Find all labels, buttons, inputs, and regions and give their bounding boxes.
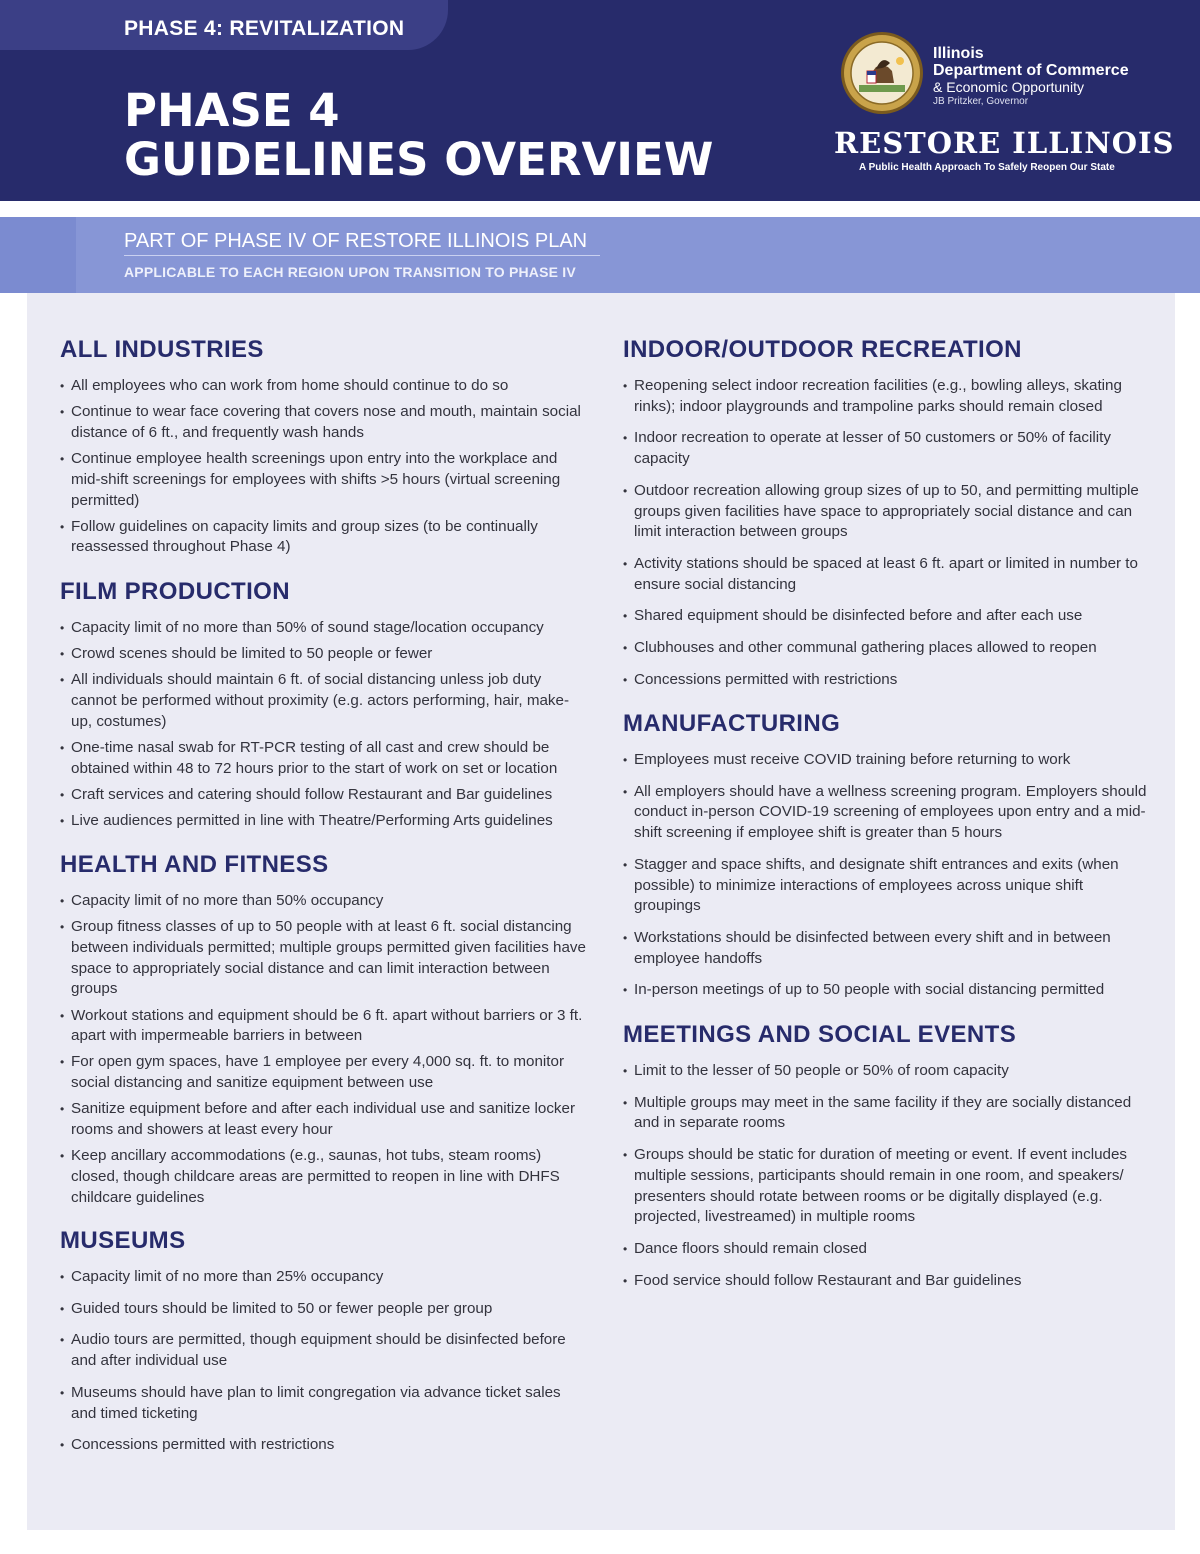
list-item: • One-time nasal swab for RT-PCR testing of all cast and crew should be obtained within 48 to 72 hours prior to the start of work on set or location	[60, 738, 590, 779]
list-item: • Continue employee health screenings upon entry into the workplace and mid-shift screenings for employees with shifts >5 hours (virtual screening permitted)	[60, 449, 590, 511]
list-item: • Craft services and catering should follow Restaurant and Bar guidelines	[60, 785, 590, 806]
illinois-state-seal-icon	[840, 31, 924, 115]
list-item: • Food service should follow Restaurant and Bar guidelines	[623, 1271, 1153, 1292]
list-item: • Groups should be static for duration of meeting or event. If event includes multiple sessions, participants should remain in one room, and speakers/ presenters should rotate between rooms or be digitally displayed (e.g. projected, livestreamed) in multiple rooms	[623, 1145, 1153, 1228]
subheader-rule	[124, 255, 600, 256]
list-item: • Limit to the lesser of 50 people or 50% of room capacity	[623, 1061, 1153, 1082]
list-item: • Follow guidelines on capacity limits and group sizes (to be continually reassessed throughout Phase 4)	[60, 517, 590, 558]
list-item: • Workout stations and equipment should be 6 ft. apart without barriers or 3 ft. apart with impermeable barriers in between	[60, 1006, 590, 1047]
list-item: • Sanitize equipment before and after each individual use and sanitize locker rooms and showers at least every hour	[60, 1099, 590, 1140]
section-list	[623, 750, 1153, 1001]
section-recreation	[623, 336, 1153, 701]
section-list	[60, 618, 590, 832]
list-item: • Reopening select indoor recreation facilities (e.g., bowling alleys, skating rinks); indoor playgrounds and trampoline parks should remain closed	[623, 376, 1153, 417]
dept-line-state: Illinois	[933, 45, 984, 62]
dept-line-sub: & Economic Opportunity	[933, 79, 1084, 95]
subheader-band	[0, 217, 1200, 293]
dept-line-name: Department of Commerce	[933, 62, 1129, 79]
list-item: • Capacity limit of no more than 25% occupancy	[60, 1267, 590, 1288]
list-item: • Outdoor recreation allowing group sizes of up to 50, and permitting multiple groups given facilities have space to appropriately social distance and can limit interaction between groups	[623, 481, 1153, 543]
section-list	[60, 1267, 590, 1456]
list-item: • Concessions permitted with restrictions	[60, 1435, 590, 1456]
section-film-production	[60, 578, 590, 837]
list-item: • Continue to wear face covering that covers nose and mouth, maintain social distance of 6 ft., and frequently wash hands	[60, 402, 590, 443]
list-item: • Stagger and space shifts, and designate shift entrances and exits (when possible) to minimize interactions of employees across unique shift groupings	[623, 855, 1153, 917]
subheader-title: PART OF PHASE IV OF RESTORE ILLINOIS PLAN	[124, 230, 588, 252]
page-title-line2: GUIDELINES OVERVIEW	[124, 133, 714, 186]
list-item: • Audio tours are permitted, though equipment should be disinfected before and after individual use	[60, 1330, 590, 1371]
list-item: • Keep ancillary accommodations (e.g., saunas, hot tubs, steam rooms) closed, though childcare areas are permitted to reopen in line with DHFS childcare guidelines	[60, 1146, 590, 1208]
list-item: • Dance floors should remain closed	[623, 1239, 1153, 1260]
list-item: • Employees must receive COVID training before returning to work	[623, 750, 1153, 771]
list-item: • Museums should have plan to limit congregation via advance ticket sales and timed ticketing	[60, 1383, 590, 1424]
section-heading: MANUFACTURING	[623, 710, 841, 737]
section-health-fitness	[60, 851, 590, 1214]
list-item: • For open gym spaces, have 1 employee per every 4,000 sq. ft. to monitor social distancing and sanitize equipment between use	[60, 1052, 590, 1093]
section-heading: INDOOR/OUTDOOR RECREATION	[623, 336, 1022, 363]
section-heading: HEALTH AND FITNESS	[60, 851, 329, 878]
dept-line-governor: JB Pritzker, Governor	[933, 96, 1029, 107]
section-all-industries	[60, 336, 590, 564]
list-item: • Workstations should be disinfected between every shift and in between employee handoffs	[623, 928, 1153, 969]
restore-illinois-tagline: A Public Health Approach To Safely Reopen Our State	[859, 162, 1115, 173]
header-banner	[0, 0, 1200, 201]
subheader-accent	[0, 217, 76, 293]
phase-tab	[0, 0, 448, 50]
section-manufacturing	[623, 710, 1153, 1012]
section-list	[623, 376, 1153, 690]
list-item: • Group fitness classes of up to 50 people with at least 6 ft. social distancing between individuals permitted; multiple groups permitted given facilities have space to appropriately social distance and can limit interaction between groups	[60, 917, 590, 1000]
section-list	[60, 376, 590, 558]
list-item: • Shared equipment should be disinfected before and after each use	[623, 606, 1153, 627]
section-heading: FILM PRODUCTION	[60, 578, 290, 605]
list-item: • Concessions permitted with restrictions	[623, 670, 1153, 691]
section-list	[623, 1061, 1153, 1291]
list-item: • Multiple groups may meet in the same facility if they are socially distanced and in separate rooms	[623, 1093, 1153, 1134]
section-heading: ALL INDUSTRIES	[60, 336, 264, 363]
section-heading: MUSEUMS	[60, 1227, 186, 1254]
page-title	[124, 86, 713, 184]
list-item: • In-person meetings of up to 50 people with social distancing permitted	[623, 980, 1153, 1001]
section-meetings	[623, 1021, 1153, 1302]
list-item: • Capacity limit of no more than 50% of sound stage/location occupancy	[60, 618, 590, 639]
list-item: • All individuals should maintain 6 ft. of social distancing unless job duty cannot be performed without proximity (e.g. actors performing, hair, make-up, costumes)	[60, 670, 590, 732]
list-item: • All employees who can work from home should continue to do so	[60, 376, 590, 397]
department-wordmark	[933, 45, 1129, 109]
list-item: • Activity stations should be spaced at least 6 ft. apart or limited in number to ensure social distancing	[623, 554, 1153, 595]
list-item: • Clubhouses and other communal gathering places allowed to reopen	[623, 638, 1153, 659]
page-title-line1: PHASE 4	[124, 84, 340, 137]
section-museums	[60, 1227, 590, 1467]
section-heading: MEETINGS AND SOCIAL EVENTS	[623, 1021, 1017, 1048]
list-item: • All employers should have a wellness screening program. Employers should conduct in-person COVID-19 screening of employees upon entry and a mid-shift screening if employee shift is greater than 5 hours	[623, 782, 1153, 844]
section-list	[60, 891, 590, 1208]
subheader-subtitle: APPLICABLE TO EACH REGION UPON TRANSITION TO PHASE IV	[124, 264, 576, 280]
list-item: • Guided tours should be limited to 50 or fewer people per group	[60, 1299, 590, 1320]
phase-tab-label: PHASE 4: REVITALIZATION	[124, 17, 405, 40]
restore-illinois-logo: RESTORE ILLINOIS	[834, 126, 1175, 160]
list-item: • Capacity limit of no more than 50% occupancy	[60, 891, 590, 912]
list-item: • Live audiences permitted in line with Theatre/Performing Arts guidelines	[60, 811, 590, 832]
list-item: • Crowd scenes should be limited to 50 people or fewer	[60, 644, 590, 665]
list-item: • Indoor recreation to operate at lesser of 50 customers or 50% of facility capacity	[623, 428, 1153, 469]
